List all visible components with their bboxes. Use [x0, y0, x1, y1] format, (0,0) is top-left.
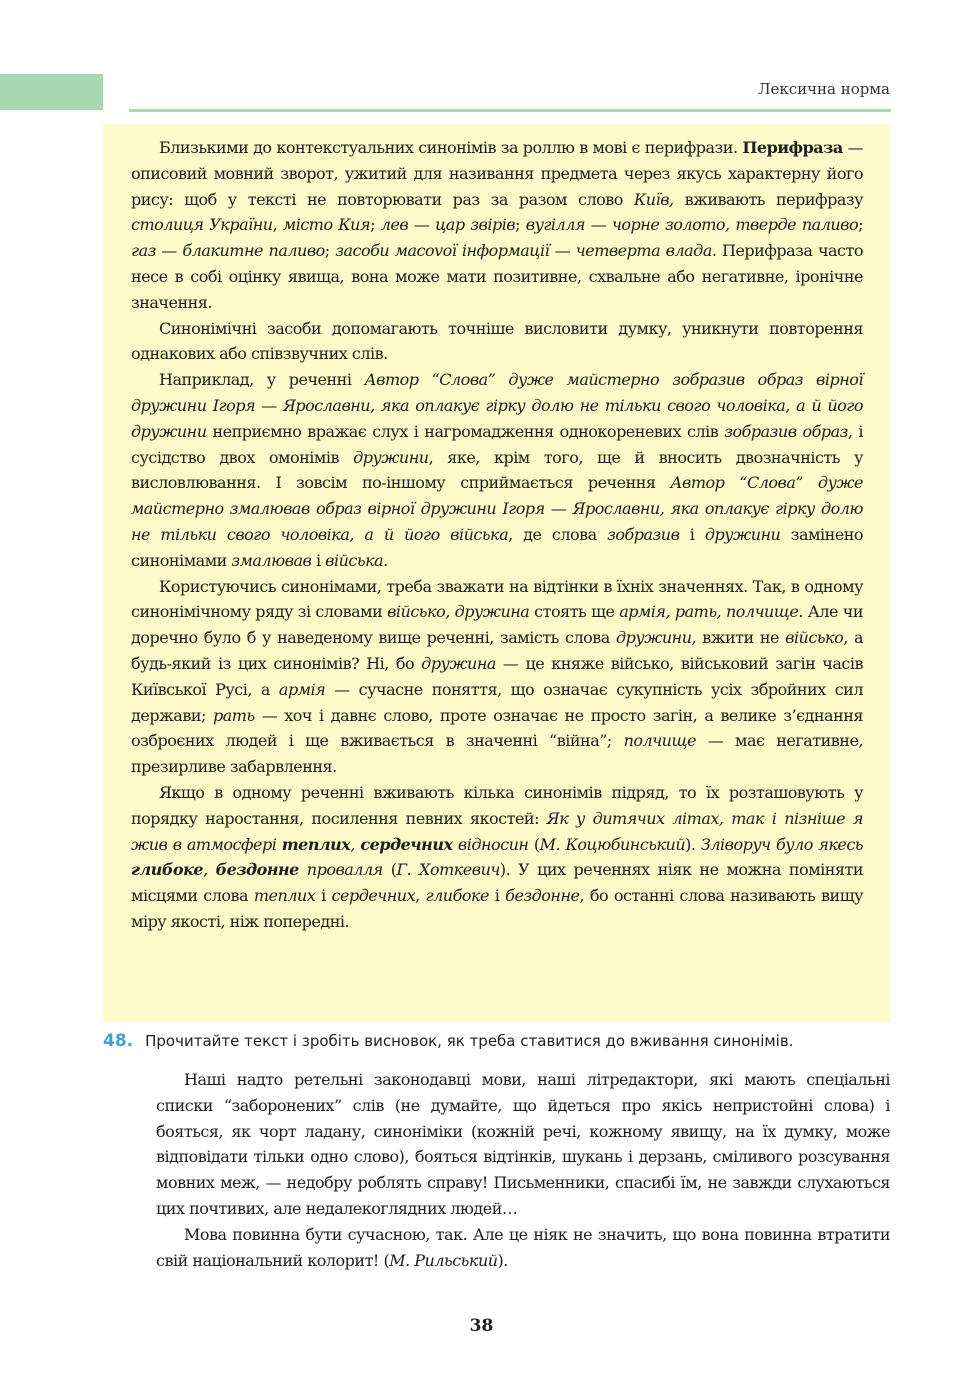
exercise-task: Прочитайте текст і зробіть висновок, як треба ставитися до вживання синонімів.	[145, 1032, 794, 1050]
text-run: — це княже військо, військовий загін часів Київської Русі, а	[131, 653, 864, 699]
exercise-paragraph	[156, 1222, 890, 1274]
text-run: бездонне	[215, 860, 299, 880]
text-run: Користуючись синонімами, треба зважати на відтінки в їхніх значеннях. Так, в одному синонімічному ряду зі словами	[131, 576, 863, 622]
text-run: вживають перифразу	[673, 189, 864, 209]
text-run: і	[679, 524, 705, 544]
text-run: ;	[858, 215, 864, 235]
text-run: рать	[212, 705, 255, 725]
text-run: , а будь-який із цих синонімів? Ні, бо	[131, 628, 864, 673]
text-run: бездонне	[505, 886, 580, 906]
text-run: ,	[415, 886, 426, 906]
theory-paragraph	[131, 574, 863, 780]
text-run: і	[489, 886, 506, 906]
exercise-text	[156, 1067, 890, 1273]
text-run: відносин	[452, 834, 529, 854]
text-run: ,	[350, 834, 361, 854]
text-run: Мова повинна бути сучасною, так. Але це ніяк не значить, що вона повинна втратити свій національний колорит! (	[156, 1224, 890, 1270]
text-run: війська	[325, 550, 384, 570]
text-run: ;	[324, 241, 336, 261]
section-tab-marker	[0, 74, 103, 110]
text-run: неприємно вражає слух і нагромадження однокореневих слів	[206, 421, 725, 441]
theory-box	[103, 124, 890, 1022]
text-run: Київ,	[633, 189, 674, 209]
text-run: М. Коцюбинський	[539, 834, 686, 854]
text-run: дружини	[616, 628, 692, 648]
page-number: 38	[469, 1316, 494, 1336]
text-run: , вжити не	[691, 628, 786, 648]
text-run: ).	[497, 1250, 508, 1270]
text-run: дружина	[421, 653, 496, 673]
text-run: М. Рильський	[389, 1250, 498, 1270]
text-run: Якщо в одному реченні вживають кілька синонімів підряд, то їх розташовують у порядку наростання, посилення певних якостей:	[131, 782, 863, 828]
text-run: провалля	[298, 860, 383, 880]
text-run: дружини	[353, 447, 429, 467]
text-run: місто Кия	[282, 215, 371, 235]
text-run: засоби масоvої інформації — четверта влада	[335, 241, 712, 261]
text-run: зобразив	[607, 524, 680, 544]
text-run: Наприклад, у реченні	[159, 370, 365, 390]
theory-paragraph	[131, 135, 863, 316]
text-run: столиця України	[131, 215, 273, 235]
text-run: Перифраза	[742, 138, 843, 157]
text-run: — має негативне, презирливе забарвлення.	[131, 731, 864, 777]
text-run: замінено синонімами	[131, 524, 864, 570]
text-run: — сучасне поняття, що означає сукупність усіх збройних сил держави;	[131, 679, 863, 725]
text-run: Наші надто ретельні законодавці мови, наші літредактори, які мають спеціальні списки “заборонених” слів (не думайте, що йдеться про якісь непристойні слова) і бояться, як чорт ладану, синоніміки (кожній речі, кожному явищу, на їх думку, може відповідати тільки одно слово), бояться відтінків, шукань і дерзань, сміливого розсування мовних меж, — недобру роблять справу! Письменники, спасибі їм, не завжди слухаються цих почтивих, але недалекоглядних людей…	[156, 1070, 890, 1218]
text-run: (	[382, 860, 397, 880]
text-run: , бо останні слова називають вищу міру якості, ніж попередні.	[131, 886, 864, 931]
text-run: зобразив образ	[724, 421, 848, 441]
text-run: стоять ще	[529, 602, 620, 622]
text-run: теплих	[281, 834, 351, 854]
text-run: — хоч і давнє слово, проте означає не просто загін, а велике з’єднання озброєних людей і ще вживається в значенні “війна”;	[131, 705, 864, 751]
running-title: Лексична норма	[757, 80, 890, 98]
header-rule	[129, 109, 891, 112]
text-run: змалював	[231, 550, 312, 570]
text-run: і	[311, 550, 326, 570]
text-run: .	[383, 550, 388, 570]
text-run: Як у дитячих літах, так і пізніше я жив в атмосфері	[131, 808, 863, 854]
text-run: Синонімічні засоби допомагають точніше висловити думку, уникнути повторення однакових або співзвучних слів.	[131, 318, 863, 364]
text-run: армія	[278, 679, 326, 699]
text-run: , де слова	[508, 524, 608, 544]
exercise-number: 48.	[103, 1031, 134, 1051]
text-run: ).	[685, 834, 701, 854]
text-run: вугілля — чорне золото, тверде паливо	[525, 215, 859, 235]
text-run: Зліворуч було якесь	[700, 834, 864, 854]
text-run: Г. Хоткевич	[396, 860, 500, 880]
theory-paragraph	[131, 780, 863, 935]
text-run: ,	[272, 215, 283, 235]
text-run: Близькими до контекстуальних синонімів за роллю в мові є перифрази.	[159, 138, 743, 157]
text-run: глибоке	[131, 860, 204, 880]
text-run: ). У цих реченнях ніяк не можна поміняти місцями слова	[131, 860, 864, 906]
text-run: , і сусідство двох омонімів	[131, 421, 864, 467]
text-run: глибоке	[425, 886, 489, 906]
text-run: ;	[370, 215, 381, 235]
text-run: ,	[203, 860, 216, 880]
text-run: — описовий мовний зворот, ужитий для називання предмета через якусь характерну його рису: щоб у тексті не повторювати раз за разом слово	[131, 138, 863, 209]
text-run: Автор “Слова” дуже майстерно зобразив образ вірної дружини Ігоря — Ярославни, яка оплакує гірку долю не тільки свого чоловіка, а й його дружини	[131, 370, 864, 441]
text-run: (	[528, 834, 540, 854]
theory-paragraph	[131, 367, 863, 573]
text-run: і	[315, 886, 332, 906]
exercise-paragraph	[156, 1067, 890, 1222]
theory-paragraph	[131, 316, 863, 368]
exercise-heading	[103, 1031, 903, 1051]
text-run: теплих	[253, 886, 316, 906]
text-run: полчище	[623, 731, 696, 751]
text-run: . Але чи доречно було б у наведеному вище реченні, замість слова	[131, 602, 864, 648]
text-run: . Перифраза часто несе в собі оцінку явища, вона може мати позитивне, схвальне або негативне, іронічне значення.	[131, 241, 864, 312]
text-run: лев — цар звірів	[380, 215, 516, 235]
text-run: сердечних	[360, 834, 453, 854]
text-run: газ — блакитне паливо	[131, 241, 325, 261]
text-run: Автор “Слова” дуже майстерно змалював образ вірної дружини Ігоря — Ярославни, яка оплакує гірку долю не тільки свого чоловіка, а й його війська	[131, 473, 864, 544]
text-run: , яке, крім того, ще й вносить двозначність у висловлювання. І зовсім по-іншому сприймається речення	[131, 447, 864, 493]
text-run: дружини	[704, 524, 781, 544]
text-run: армія, рать, полчище	[619, 602, 799, 622]
text-run: сердечних	[331, 886, 416, 906]
text-run: військо, дружина	[387, 602, 530, 622]
text-run: ;	[515, 215, 526, 235]
text-run: військо	[785, 628, 844, 648]
